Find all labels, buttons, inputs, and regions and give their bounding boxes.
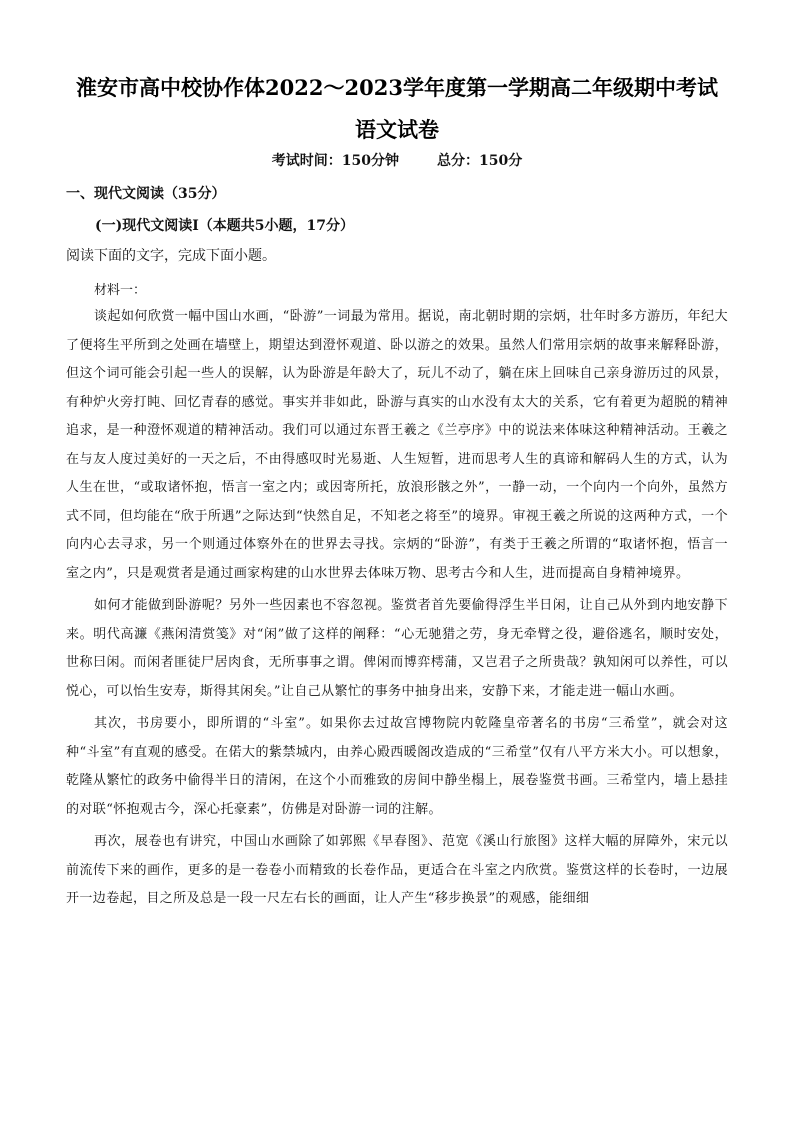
- passage-paragraph: 谈起如何欣赏一幅中国山水画，“卧游”一词最为常用。据说，南北朝时期的宗炳，壮年时多方游历，年纪大了便将生平所到之处画在墙壁上，期望达到澄怀观道、卧以游之的效果。虽然人们常用宗炳的故事来解释卧游，但这个词可能会引起一些人的误解，认为卧游是年龄大了，玩儿不动了，躺在床上回味自己亲身游历过的风景，有种炉火旁打盹、回忆青春的感觉。事实并非如此，卧游与真实的山水没有太大的关系，它有着更为超脱的精神追求，是一种澄怀观道的精神活动。我们可以通过东晋王羲之《兰亭序》中的说法来体味这种精神活动。王羲之在与友人度过美好的一天之后，不由得感叹时光易逝、人生短暂，进而思考人生的真谛和解码人生的方式，认为人生在世，“或取诸怀抱，悟言一室之内；或因寄所托，放浪形骸之外”，一静一动，一个向内一个向外，虽然方式不同，但均能在“欣于所遇”之际达到“快然自足，不知老之将至”的境界。审视王羲之所说的这两种方式，一个向内心去寻求，另一个则通过体察外在的世界去寻找。宗炳的“卧游”，有类于王羲之所谓的“取诸怀抱，悟言一室之内”，只是观赏者是通过画家构建的山水世界去体味万物、思考古今和人生，进而提高自身精神境界。: [66, 309, 728, 581]
- passage-paragraph: 再次，展卷也有讲究，中国山水画除了如郭熙《早春图》、范宽《溪山行旅图》这样大幅的屏障外，宋元以前流传下来的画作，更多的是一卷卷小而精致的长卷作品，更适合在斗室之内欣赏。鉴赏这样的长卷时，一边展开一边卷起，目之所及总是一段一尺左右长的画面，让人产生“移步换景”的观感，能细细: [66, 834, 728, 906]
- exam-time: 考试时间：150分钟: [271, 153, 399, 169]
- sub-section-heading: (一)现代文阅读Ⅰ（本题共5小题，17分）: [95, 218, 355, 234]
- exam-subtitle: 语文试卷: [355, 117, 439, 142]
- material-label: 材料一：: [94, 283, 147, 298]
- passage-body: [66, 303, 728, 918]
- exam-title: 淮安市高中校协作体2022～2023学年度第一学期高二年级期中考试: [76, 75, 718, 100]
- passage-paragraph: 其次，书房要小，即所谓的“斗室”。如果你去过故宫博物院内乾隆皇帝著名的书房“三希堂”，就会对这种“斗室”有直观的感受。在偌大的紫禁城内，由养心殿西暖阁改造成的“三希堂”仅有八平方米大小。可以想象，乾隆从繁忙的政务中偷得半日的清闲，在这个小而雅致的房间中静坐榻上，展卷鉴赏书画。三希堂内，墙上悬挂的对联“怀抱观古今，深心托豪素”，仿佛是对卧游一词的注解。: [66, 716, 728, 817]
- exam-meta: [0, 150, 794, 170]
- total-score: 总分：150分: [437, 153, 523, 169]
- reading-instruction: 阅读下面的文字，完成下面小题。: [66, 248, 276, 264]
- section-heading: 一、现代文阅读（35分）: [66, 186, 226, 202]
- passage-paragraph: 如何才能做到卧游呢？另外一些因素也不容忽视。鉴赏者首先要偷得浮生半日闲，让自己从外到内地安静下来。明代高濂《燕闲清赏笺》对“闲”做了这样的阐释：“心无驰猎之劳，身无牵臂之役，避俗逃名，顺时安处，世称曰闲。而闲者匪徒尸居肉食，无所事事之谓。俾闲而博弈樗蒲，又岂君子之所贵哉？孰知闲可以养性，可以悦心，可以怡生安寿，斯得其闲矣。”让自己从繁忙的事务中抽身出来，安静下来，才能走进一幅山水画。: [66, 598, 728, 699]
